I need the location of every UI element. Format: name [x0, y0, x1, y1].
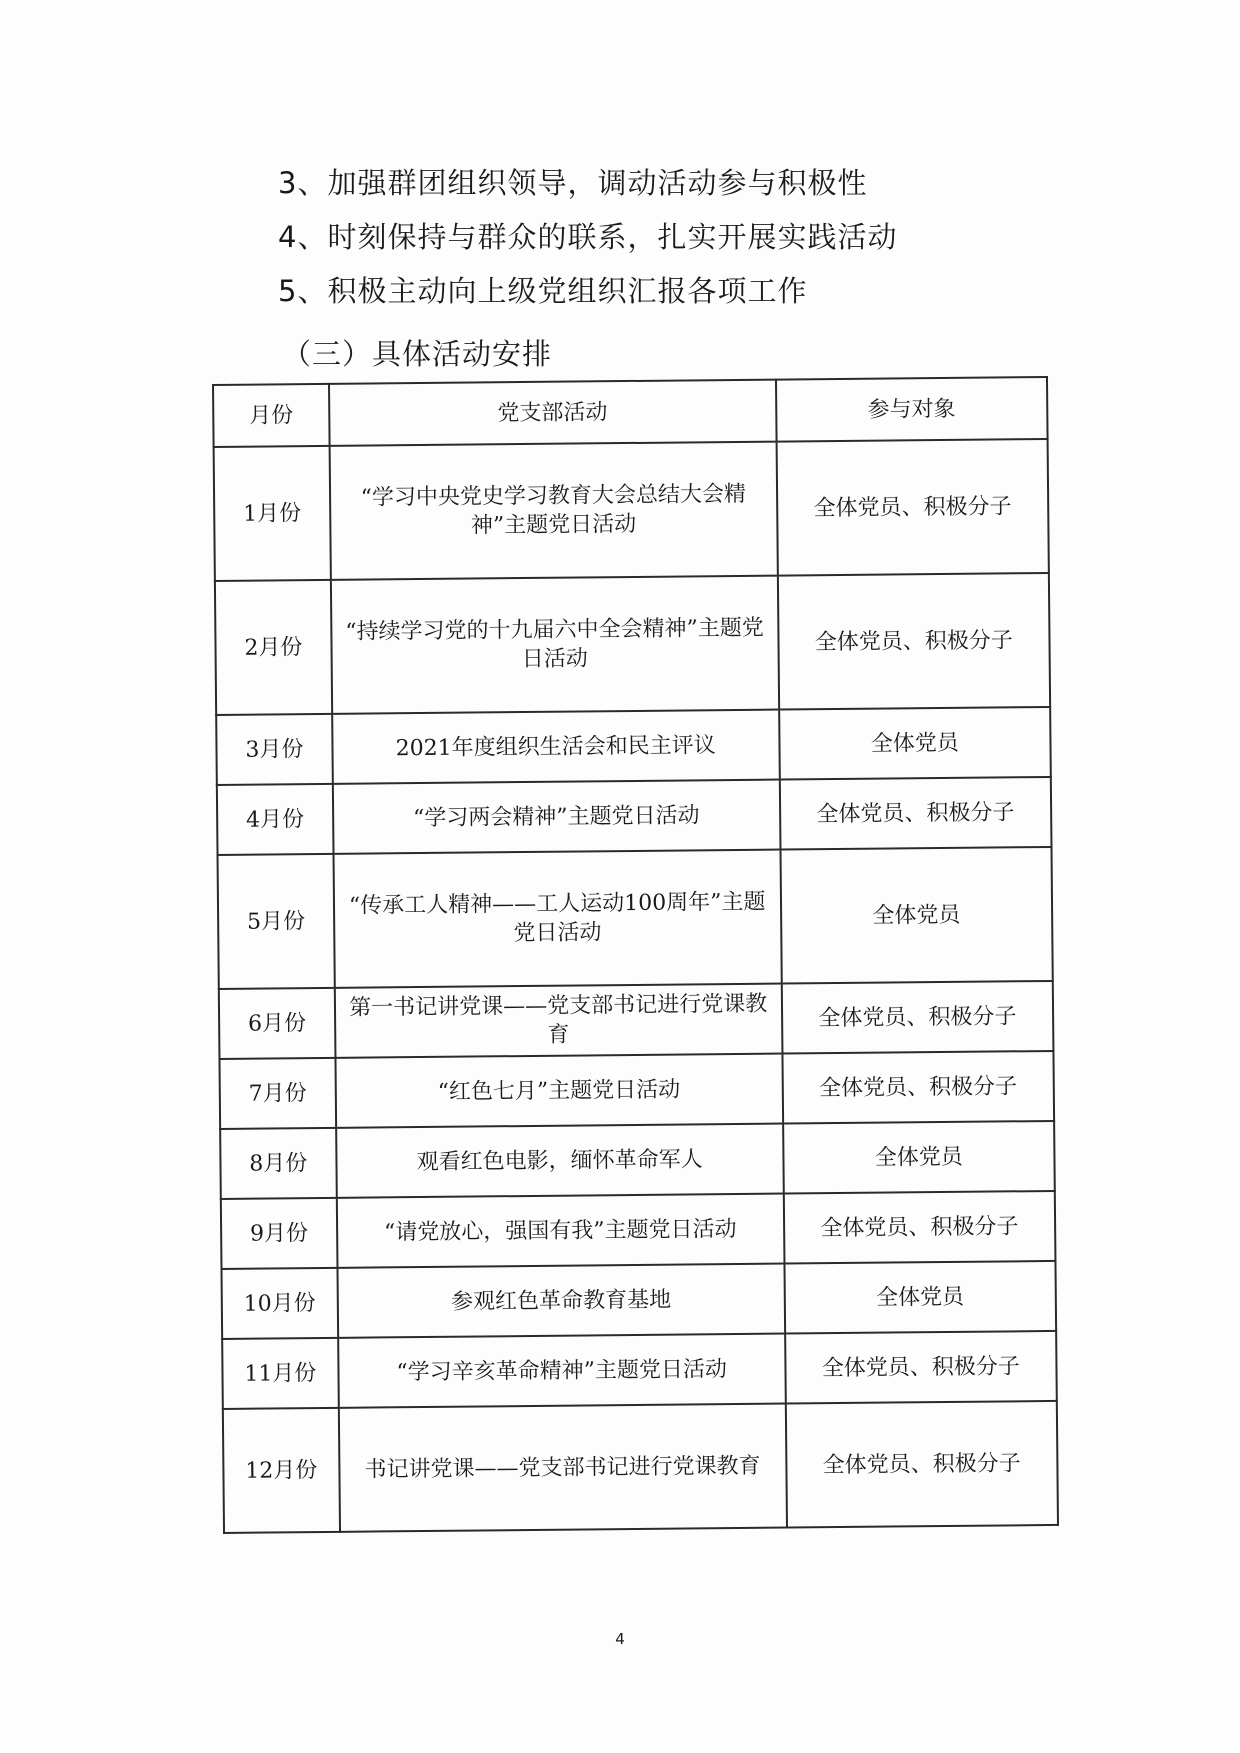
month-cell: 9月份 [221, 1198, 337, 1269]
activity-cell: 2021年度组织生活会和民主评议 [332, 710, 780, 784]
activity-schedule-table [212, 376, 1059, 1534]
activity-cell: 观看红色电影，缅怀革命军人 [336, 1124, 784, 1198]
list-item: 3、加强群团组织领导，调动活动参与积极性 [278, 166, 868, 200]
month-cell: 6月份 [219, 988, 335, 1059]
table-row [221, 1261, 1056, 1339]
table-row [218, 847, 1053, 989]
participants-cell: 全体党员 [779, 707, 1051, 780]
month-cell: 12月份 [223, 1408, 340, 1533]
table-row [222, 1331, 1057, 1409]
activity-cell: 第一书记讲党课——党支部书记进行党课教育 [335, 984, 783, 1058]
activity-cell: “学习两会精神”主题党日活动 [333, 780, 781, 854]
month-cell: 8月份 [220, 1128, 336, 1199]
month-cell: 11月份 [222, 1338, 338, 1409]
month-cell: 7月份 [219, 1058, 335, 1129]
activity-cell: “红色七月”主题党日活动 [335, 1054, 783, 1128]
participants-cell: 全体党员、积极分子 [781, 981, 1053, 1054]
activity-cell: “持续学习党的十九届六中全会精神”主题党日活动 [331, 576, 779, 714]
activity-cell: 参观红色革命教育基地 [337, 1264, 785, 1338]
month-cell: 4月份 [217, 784, 333, 855]
participants-cell: 全体党员、积极分子 [782, 1051, 1054, 1124]
table-header-row [213, 377, 1048, 447]
list-item: 4、时刻保持与群众的联系，扎实开展实践活动 [278, 220, 898, 254]
table-row [220, 1121, 1055, 1199]
header-participants: 参与对象 [776, 377, 1048, 442]
participants-cell: 全体党员 [783, 1121, 1055, 1194]
activity-cell: “传承工人精神——工人运动100周年”主题党日活动 [333, 850, 781, 988]
activity-cell: 书记讲党课——党支部书记进行党课教育 [339, 1404, 787, 1532]
participants-cell: 全体党员 [780, 847, 1053, 984]
table-row [221, 1191, 1056, 1269]
month-cell: 3月份 [216, 714, 332, 785]
month-cell: 1月份 [214, 446, 331, 581]
section-heading: （三）具体活动安排 [282, 337, 553, 371]
activity-cell: “学习辛亥革命精神”主题党日活动 [338, 1334, 786, 1408]
table-row [219, 981, 1054, 1059]
page-number: 4 [615, 1630, 625, 1648]
table-row [223, 1401, 1058, 1533]
participants-cell: 全体党员、积极分子 [779, 777, 1051, 850]
activity-cell: “学习中央党史学习教育大会总结大会精神”主题党日活动 [329, 442, 777, 580]
table-row [214, 439, 1049, 581]
header-activity: 党支部活动 [329, 380, 776, 446]
table-row [219, 1051, 1054, 1129]
participants-cell: 全体党员、积极分子 [783, 1191, 1055, 1264]
table-row [217, 777, 1052, 855]
participants-cell: 全体党员、积极分子 [776, 439, 1049, 576]
month-cell: 2月份 [215, 580, 332, 715]
table-row [215, 573, 1050, 715]
participants-cell: 全体党员、积极分子 [777, 573, 1050, 710]
table-row [216, 707, 1051, 785]
month-cell: 10月份 [221, 1268, 337, 1339]
month-cell: 5月份 [218, 854, 335, 989]
participants-cell: 全体党员、积极分子 [785, 1401, 1058, 1528]
participants-cell: 全体党员 [784, 1261, 1056, 1334]
activity-cell: “请党放心，强国有我”主题党日活动 [337, 1194, 785, 1268]
header-month: 月份 [213, 384, 329, 447]
participants-cell: 全体党员、积极分子 [785, 1331, 1057, 1404]
list-item: 5、积极主动向上级党组织汇报各项工作 [278, 274, 808, 308]
work-point-list [278, 166, 897, 328]
